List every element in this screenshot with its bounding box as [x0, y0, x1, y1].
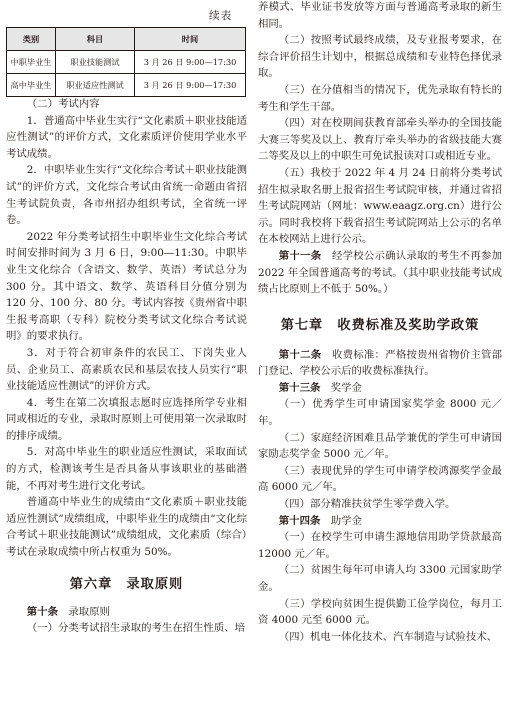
paragraph: 5．对高中毕业生的职业适应性测试，采取面试的方式，检测该考生是否具备从事该职业的基础潜能，不再对考生进行文化考试。: [6, 446, 247, 492]
table-row: [7, 51, 246, 74]
table-cell: 中职毕业生: [7, 51, 56, 74]
list-item: （一）在校学生可申请生源地信用助学贷款最高 12000 元／年。: [258, 531, 502, 560]
article-12: [258, 347, 502, 380]
table-header-row: [7, 28, 246, 51]
paragraph: （五）我校于 2022 年 4 月 24 日前将分类考试招生拟录取名册上报省招生考试院审核，并通过省招生考试院网站（网址：www.eaagz.org.cn）进行公示。同时我校将下载省招生考试院网站上公示的名单在本校网站上进行公示。: [258, 166, 502, 246]
list-item: （四）部分精准扶贫学生零学费入学。: [278, 498, 456, 511]
article-14-subtitle: 助学金: [330, 514, 362, 527]
paragraph: （四）对在校期间获教育部牵头举办的全国技能大赛三等奖及以上、教育厅牵头举办的省级技能大赛二等奖及以上的中职生可免试报读对口或相近专业。: [258, 117, 502, 163]
paragraph: 2022 年分类考试招生中职毕业生文化综合考试时间安排时间为 3 月 6 日，9:00—11:30。中职毕业生文化综合（含语文、数学、英语）考试总分为 300 分。其中语文、数学、英语科目分值分别为 120 分、100 分、80 分。考试内容按《贵州省中职生报考高职（专科）院校分类考试文化综合考试说明》的要求执行。: [6, 230, 247, 343]
list-item: （三）学校向贫困生提供勤工俭学岗位，每月工资 4000 元至 6000 元。: [258, 597, 502, 627]
article-13-heading: [258, 380, 502, 397]
table-header: 科目: [56, 28, 135, 51]
paragraph: 3．对于符合初审条件的农民工、下岗失业人员、企业员工、高素质农民和基层农技人员实行“职业技能适应性测试”的评价方式。: [6, 346, 247, 393]
article-10-heading: [6, 604, 247, 621]
table-cell: 高中毕业生: [7, 74, 56, 97]
article-12-text: 收费标准：严格按贵州省物价主管部门登记、学校公示后的收费标准执行。: [258, 348, 502, 378]
paragraph: 4．考生在第二次填报志愿时应选择所学专业相同或相近的专业，录取时原则上可使用第一次录取时的排序成绩。: [6, 396, 247, 442]
table-cell: 3 月 26 日 9:00—17:30: [135, 51, 246, 74]
table-header: 时间: [135, 28, 246, 51]
article-11-text: 经学校公示确认录取的考生不再参加 2022 年全国普通高考的考试。（其中职业技能考试成绩占比原则上不低于 50%。）: [258, 249, 502, 296]
table-cell: 职业适应性测试: [56, 74, 135, 97]
list-item: （二）家庭经济困难且品学兼优的学生可申请国家励志奖学金 5000 元／年。: [258, 431, 502, 461]
table-continued-label: 续表: [209, 10, 233, 22]
article-13-title: 第十三条: [278, 381, 321, 394]
article-10-subtitle: 录取原则: [68, 605, 110, 618]
list-item: （三）表现优异的学生可申请学校鸿源奖学金最高 6000 元／年。: [258, 464, 502, 494]
table-cell: 职业技能测试: [56, 51, 135, 74]
paragraph: 2．中职毕业生实行“文化综合考试＋职业技能测试”的评价方式，文化综合考试由省统一命题由省招生考试院负责，各市州招办组织考试，全省统一评卷。: [6, 164, 247, 227]
article-14-heading: [258, 513, 502, 530]
paragraph: 普通高中毕业生的成绩由“文化素质＋职业技能适应性测试”成绩组成，中职毕业生的成绩由“文化综合考试＋职业技能测试”成绩组成，文化素质（综合）考试在录取成绩中所占权重为 50%。: [6, 496, 247, 559]
paragraph: 1．普通高中毕业生实行“文化素质＋职业技能适应性测试”的评价方式，文化素质评价使用学业水平考试成绩。: [6, 114, 247, 160]
list-item: （二）贫困生每年可申请人均 3300 元国家助学金。: [258, 564, 502, 593]
article-13-subtitle: 奖学金: [330, 381, 362, 394]
chapter-6-heading: 第六章 录取原则: [69, 576, 184, 592]
table-cell: 3 月 26 日 9:00—17:30: [135, 74, 246, 97]
right-body: [258, 0, 502, 645]
article-14-title: 第十四条: [278, 514, 321, 527]
article-11: [258, 248, 502, 298]
exam-schedule-table: [6, 27, 246, 97]
table-row: [7, 74, 246, 97]
list-item: （一）优秀学生可申请国家奖学金 8000 元／年。: [258, 398, 502, 428]
article-10-title: 第十条: [26, 605, 58, 618]
paragraph: （三）在分值相当的情况下，优先录取有特长的考生和学生干部。: [258, 83, 502, 113]
paragraph: （二）按照考试最终成绩，及专业报考要求，在综合评价招生计划中，根据总成绩和专业特色择优录取。: [258, 34, 502, 80]
left-body: [6, 96, 247, 637]
chapter-7-heading: 第七章 收费标准及奖助学政策: [280, 317, 480, 333]
list-item: （四）机电一体化技术、汽车制造与试验技术、: [278, 630, 497, 643]
paragraph: （一）分类考试招生录取的考生在招生性质、培: [26, 622, 245, 635]
paragraph: 养模式、毕业证书发放等方面与普通高考录取的新生相同。: [258, 1, 502, 30]
article-12-title: 第十二条: [278, 348, 322, 361]
article-11-title: 第十一条: [278, 249, 322, 262]
table-header: 类别: [7, 28, 56, 51]
section-heading: （二）考试内容: [26, 98, 100, 110]
